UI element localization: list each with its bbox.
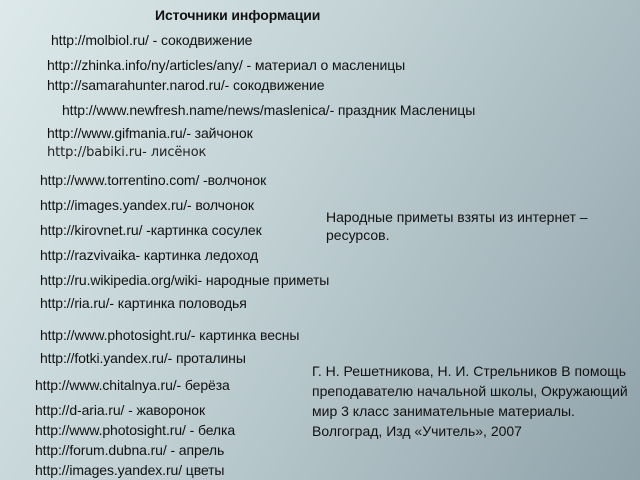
source-link[interactable]: http://razvivaika- картинка ледоход <box>40 247 259 263</box>
source-link[interactable]: http://www.gifmania.ru/- зайчонок <box>47 125 253 141</box>
source-link[interactable]: http://images.yandex.ru/- волчонок <box>40 197 254 213</box>
source-link[interactable]: http://www.torrentino.com/ -волчонок <box>40 172 267 188</box>
source-link[interactable]: http://www.newfresh.name/news/maslenica/- праздник Масленицы <box>62 102 476 118</box>
source-link[interactable]: http://forum.dubna.ru/ - апрель <box>35 442 225 458</box>
source-link[interactable]: http://images.yandex.ru/ цветы <box>35 462 225 478</box>
source-link[interactable]: http://www.photosight.ru/ - белка <box>35 422 236 438</box>
source-link[interactable]: http://ru.wikipedia.org/wiki- народные приметы <box>40 272 330 288</box>
source-link[interactable]: http://zhinka.info/ny/articles/any/ - материал о масленицы <box>47 57 406 73</box>
source-link[interactable]: http://www.photosight.ru/- картинка весны <box>40 327 300 343</box>
source-link[interactable]: http://babiki.ru- лисёнок <box>47 145 207 160</box>
source-link[interactable]: http://ria.ru/- картинка половодья <box>40 295 247 311</box>
source-link[interactable]: http://kirovnet.ru/ -картинка сосулек <box>40 222 262 238</box>
source-link[interactable]: http://d-aria.ru/ - жаворонок <box>35 402 206 418</box>
book-reference: Г. Н. Решетникова, Н. И. Стрельников В помощь преподавателю начальной школы, Окружающий мир 3 класс занимательные материалы. Волгоград, Изд «Учитель», 2007 <box>312 363 628 439</box>
source-link[interactable]: http://samarahunter.narod.ru/- сокодвижение <box>47 77 325 93</box>
source-link[interactable]: http://fotki.yandex.ru/- проталины <box>40 350 246 366</box>
source-link[interactable]: http://molbiol.ru/ - сокодвижение <box>51 32 253 48</box>
source-link[interactable]: http://www.chitalnya.ru/- берёза <box>35 377 230 393</box>
page-title: Источники информации <box>155 7 321 23</box>
note-text: Народные приметы взяты из интернет – ресурсов. <box>326 209 588 243</box>
